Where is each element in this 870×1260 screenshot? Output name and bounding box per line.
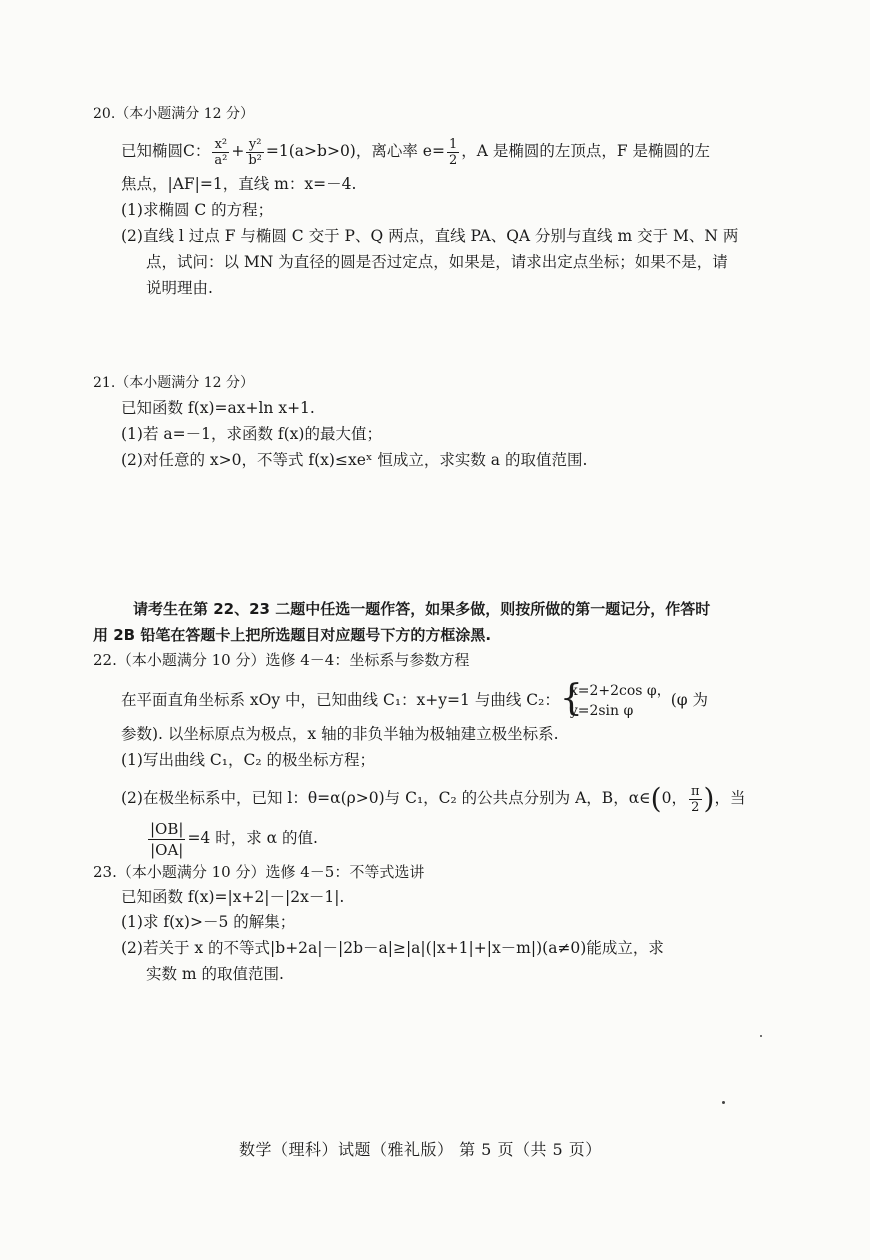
- frac-num: x²: [212, 137, 229, 153]
- frac-num: 1: [448, 136, 458, 152]
- frac-num: π: [690, 783, 700, 799]
- q20-intro: [121, 134, 710, 168]
- scan-speck: [722, 1101, 725, 1104]
- q22-part2-b: ，当: [714, 789, 746, 807]
- frac-y2-b2: [246, 137, 264, 168]
- q20-part2-l1: (2)直线 l 过点 F 与椭圆 C 交于 P、Q 两点，直线 PA、QA 分别与直线 m 交于 M、N 两: [121, 227, 739, 245]
- q21-line1: 已知函数 f(x)=ax+ln x+1.: [121, 399, 315, 417]
- param-system: [559, 678, 671, 721]
- interval-left: 0，: [661, 789, 687, 807]
- q20-part2-l3: 说明理由.: [146, 279, 213, 297]
- frac-pi-2: [689, 784, 702, 815]
- q21-part2: (2)对任意的 x>0，不等式 f(x)≤xeˣ 恒成立，求实数 a 的取值范围.: [121, 451, 588, 469]
- q20-intro-b: =1(a>b>0)，离心率 e=: [265, 142, 445, 160]
- frac-den: 2: [691, 799, 700, 815]
- q22-part2-a: (2)在极坐标系中，已知 l：θ=α(ρ>0)与 C₁，C₂ 的公共点分别为 A，B，α∈: [121, 789, 651, 807]
- instruction-line2: 用 2B 铅笔在答题卡上把所选题目对应题号下方的方框涂黑.: [93, 626, 492, 644]
- q21-part1: (1)若 a=－1，求函数 f(x)的最大值；: [121, 425, 382, 443]
- q20-intro-c: C：: [183, 142, 211, 160]
- frac-x2-a2: [212, 137, 229, 168]
- frac-den: b²: [248, 152, 262, 168]
- q22-part1: (1)写出曲线 C₁，C₂ 的极坐标方程；: [121, 751, 375, 769]
- q23-header: 23.（本小题满分 10 分）选修 4－5：不等式选讲: [93, 863, 425, 881]
- q22-part2-cont: [146, 818, 318, 860]
- q22-line1-b: (φ 为: [670, 691, 709, 709]
- plus: +: [231, 142, 245, 160]
- q20-intro-a: 已知椭圆: [121, 142, 184, 160]
- brace-symbol: {: [559, 678, 583, 719]
- frac-num: |OB|: [150, 819, 184, 838]
- q22-line2: 参数). 以坐标原点为极点，x 轴的非负半轴为极轴建立极坐标系.: [121, 725, 559, 743]
- q20-part2-l2: 点，试问：以 MN 为直径的圆是否过定点，如果是，请求出定点坐标；如果不是，请: [146, 253, 728, 271]
- q23-part2-l2: 实数 m 的取值范围.: [146, 965, 284, 983]
- page-footer: 数学（理科）试题（雅礼版） 第 5 页（共 5 页）: [239, 1140, 602, 1159]
- q20-part1: (1)求椭圆 C 的方程；: [121, 201, 274, 219]
- q22-header: 22.（本小题满分 10 分）选修 4－4：坐标系与参数方程: [93, 651, 470, 669]
- instruction-line1: 请考生在第 22、23 二题中任选一题作答，如果多做，则按所做的第一题记分，作答时: [133, 600, 711, 618]
- frac-den: 2: [448, 152, 458, 168]
- q22-line1-a: 在平面直角坐标系 xOy 中，已知曲线 C₁：x+y=1 与曲线 C₂：: [121, 691, 560, 709]
- frac-ob-oa: [148, 819, 185, 860]
- q22-part2-c: =4 时，求 α 的值.: [187, 829, 318, 847]
- paren-right: ): [703, 782, 715, 815]
- sys-bot: y=2sin φ: [569, 703, 634, 719]
- sys-top: x=2+2cos φ，: [569, 683, 671, 699]
- q20-intro-d: ，A 是椭圆的左顶点，F 是椭圆的左: [461, 142, 711, 160]
- frac-num: y²: [246, 137, 264, 153]
- q21-header: 21.（本小题满分 12 分）: [93, 375, 254, 391]
- frac-den: |OA|: [150, 840, 184, 859]
- paren-left: (: [650, 782, 662, 815]
- q20-header: 20.（本小题满分 12 分）: [93, 106, 254, 122]
- scan-speck: [760, 1035, 762, 1037]
- q22-part2: [121, 780, 745, 817]
- q22-line1: [121, 678, 708, 722]
- frac-den: a²: [214, 152, 228, 168]
- q23-line1: 已知函数 f(x)=|x+2|－|2x－1|.: [121, 888, 345, 906]
- frac-ecc: [447, 137, 459, 168]
- q20-line2: 焦点，|AF|=1，直线 m：x=－4.: [121, 175, 357, 193]
- q23-part1: (1)求 f(x)>－5 的解集；: [121, 913, 296, 931]
- q23-part2-l1: (2)若关于 x 的不等式|b+2a|－|2b－a|≥|a|(|x+1|+|x－m|)(a≠0)能成立，求: [121, 939, 664, 957]
